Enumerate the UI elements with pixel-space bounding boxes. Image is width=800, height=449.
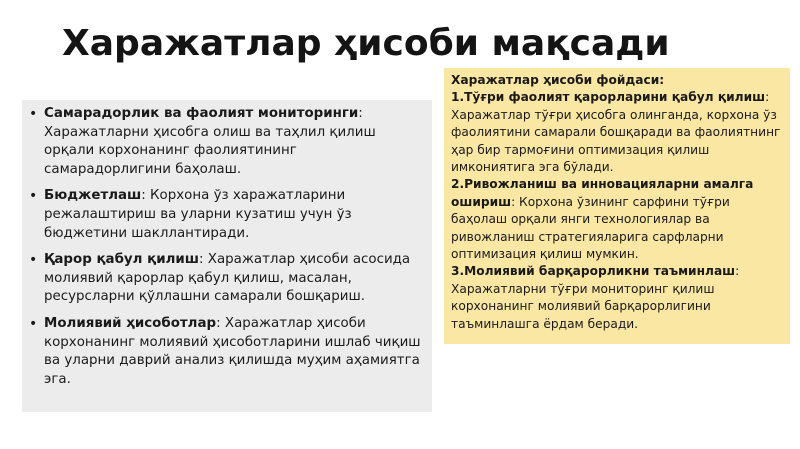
benefits-panel [444,68,790,344]
bullet-icon: • [29,106,38,122]
item-term: Молиявий ҳисоботлар [44,315,217,331]
bullet-icon: • [29,252,38,269]
item-text: : Харажатлар ҳисоби асосида молиявий қарорлар қабул қилиш, масалан, ресурсларни қўллашни самарали бошқариш. [44,252,411,305]
bullet-icon: • [29,188,38,205]
benefit-title: 2.Ривожланиш ва инновацияларни амалга ошириш [451,177,754,209]
benefit-text: : Корхона ўзининг сарфини тўғри баҳолаш орқали янги технологиялар ва ривожланиш стратегияларига сарфларни оптимизация қилиш мумкин. [451,194,730,262]
item-text: : Корхона ўз харажатларини режалаштириш ва уларни кузатиш учун ўз бюджетини шакллантиради. [44,188,352,241]
item-term: Самарадорлик ва фаолият мониторинги [44,106,359,121]
benefits-heading: Харажатлар ҳисоби фойдаси: [451,73,665,87]
benefit-item [451,89,784,176]
benefit-title: 1.Тўғри фаолият қарорларини қабул қилиш [451,90,766,105]
item-term: Қарор қабул қилиш [44,252,199,268]
list-item [26,251,426,307]
bullet-icon: • [29,315,38,332]
benefit-text: : Харажатлар тўғри ҳисобга олинганда, корхона ўз фаолиятини самарали бошқаради ва фаолиятнинг ҳар бир тармоғини оптимизация қилиш имкониятига эга бўлади. [451,90,781,175]
slide-title: Харажатлар ҳисоби мақсади [62,23,670,64]
item-text: : Харажатларни ҳисобга олиш ва таҳлил қилиш орқали корхонанинг фаолиятининг самарадорлигини баҳолаш. [44,106,376,177]
purposes-panel [22,100,432,412]
item-text: : Харажатлар ҳисоби корхонанинг молиявий ҳисоботларини ишлаб чиқиш ва уларни даврий анализ қилишда муҳим аҳамиятга эга. [44,315,421,387]
list-item [26,105,426,179]
benefit-item [451,263,784,333]
list-item [26,315,426,389]
benefit-text: : Харажатларни тўғри мониторинг қилиш корхонанинг молиявий барқарорлигини таъминлашга ёрдам беради. [451,264,740,331]
benefit-item [451,176,784,263]
benefit-title: 3.Молиявий барқарорликни таъминлаш [451,264,736,279]
purposes-list [26,105,426,389]
item-term: Бюджетлаш [44,188,142,204]
list-item [26,187,426,243]
